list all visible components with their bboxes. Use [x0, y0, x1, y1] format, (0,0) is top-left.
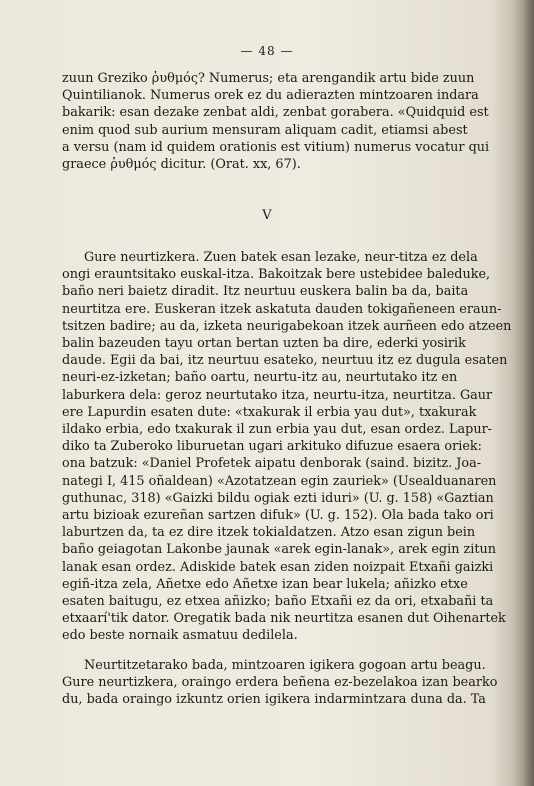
text-line: enim quod sub aurium mensuram aliquam cadit, etiamsi abest	[62, 122, 468, 138]
text-line: graece ῥυθμός dicitur. (Orat. xx, 67).	[62, 157, 301, 173]
text-line: etxaarí'tik dator. Oregatik bada nik neurtitza esanen dut Oihenartek	[62, 611, 506, 627]
text-line: zuun Greziko ῥυθμός? Numerus; eta arengandik artu bide zuun	[62, 71, 475, 86]
text-line: Gure neurtizkera. Zuen batek esan lezake, neur-titza ez dela	[84, 250, 478, 265]
text-line: edo beste nornaik asmatuu dedilela.	[62, 628, 298, 644]
text-line: lanak esan ordez. Adiskide batek esan ziden noizpait Etxañi gaizki	[62, 559, 494, 575]
text-line: artu bizioak ezureñan sartzen difuk» (U. g. 152). Ola bada tako ori	[62, 508, 494, 524]
text-line: du, bada oraingo izkuntz orien igikera indarmintzara duna da. Ta	[62, 692, 486, 708]
text-line: balin bazeuden tayu ortan bertan uzten ba dire, ederki yosirik	[62, 336, 466, 352]
text-line: a versu (nam id quidem orationis est vitium) numerus vocatur qui	[62, 139, 490, 155]
text-line: nategi I, 415 oñaldean) «Azotatzean egin zauriek» (Usealduanaren	[62, 473, 497, 489]
page-edge-shadow	[514, 0, 534, 786]
text-line: Gure neurtizkera, oraingo erdera beñena ez-bezelakoa izan bearko	[62, 675, 498, 691]
text-line: Neurtitzetarako bada, mintzoaren igikera gogoan artu beagu.	[84, 658, 486, 673]
text-line: diko ta Zuberoko liburuetan ugari arkituko difuzue esaera oriek:	[62, 439, 482, 455]
text-line: ongi erauntsitako euskal-itza. Bakoitzak bere ustebidee baleduke,	[62, 267, 491, 283]
text-line: baño geiagotan Lakonbe jaunak «arek egin-lanak», arek egin zitun	[62, 542, 496, 558]
text-line: tsitzen badire; au da, izketa neurigabekoan itzek aurñeen edo atzeen	[62, 318, 512, 334]
text-line: ildako erbia, edo txakurak il zun erbia yau dut, esan ordez. Lapur-	[62, 422, 493, 438]
paragraph-3	[62, 657, 512, 709]
text-line: ere Lapurdin esaten dute: «txakurak il erbia yau dut», txakurak	[62, 404, 477, 420]
text-line: egiñ-itza zela, Añetxe edo Añetxe izan bear lukela; añizko etxe	[62, 576, 468, 592]
text-line: baño neri baietz diradit. Itz neurtuu euskera balin ba da, baita	[62, 284, 469, 300]
text-line: laburtzen da, ta ez dire itzek tokialdatzen. Atzo esan zigun bein	[62, 525, 476, 541]
text-line: esaten baitugu, ez etxea añizko; baño Etxañi ez da ori, etxabañi ta	[62, 594, 494, 610]
text-line: guthunac, 318) «Gaizki bildu ogiak ezti iduri» (U. g. 158) «Gaztian	[62, 490, 494, 506]
page-number: — 48 —	[240, 44, 294, 58]
text-line: neuri-ez-izketan; baño oartu, neurtu-itz au, neurtutako itz en	[62, 370, 458, 386]
text-line: Quintilianok. Numerus orek ez du adierazten mintzoaren indara	[62, 88, 479, 104]
section-heading: V	[262, 208, 272, 223]
text-line: neurtitza ere. Euskeran itzek askatuta dauden tokigañeneen eraun-	[62, 301, 502, 317]
text-line: ona batzuk: «Daniel Profetek aipatu denborak (saind. bizitz. Joa-	[62, 456, 482, 472]
text-line: laburkera dela: geroz neurtutako itza, neurtu-itza, neurtitza. Gaur	[62, 387, 493, 403]
text-line: daude. Egii da bai, itz neurtuu esateko, neurtuu itz ez dugula esaten	[62, 353, 508, 369]
text-line: bakarik: esan dezake zenbat aldi, zenbat gorabera. «Quidquid est	[62, 105, 489, 121]
paragraph-1	[62, 70, 512, 173]
paragraph-2	[62, 249, 512, 645]
